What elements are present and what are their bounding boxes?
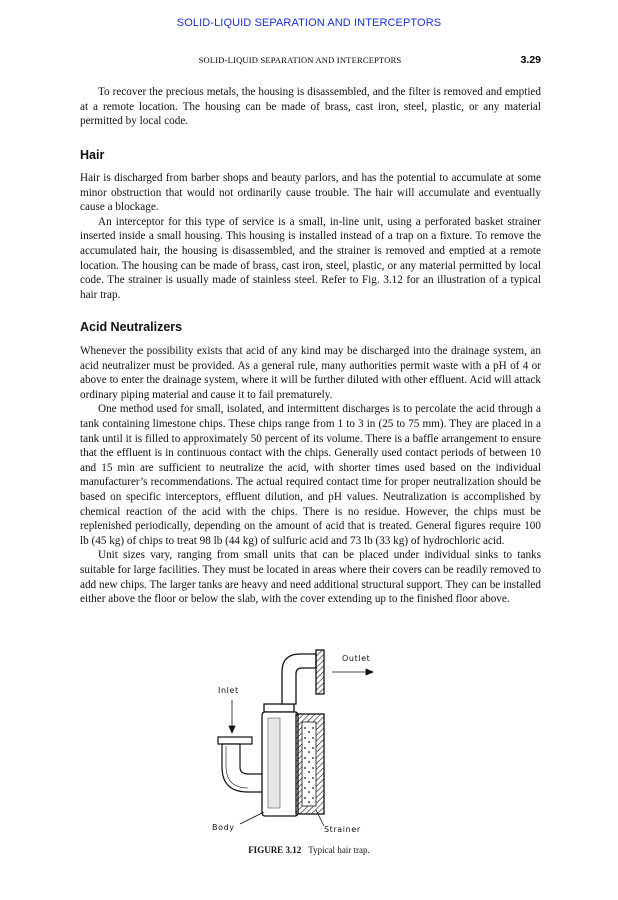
running-head	[80, 55, 541, 69]
figure-caption	[0, 845, 618, 855]
outlet-elbow	[282, 650, 324, 704]
acid-paragraph-2: One method used for small, isolated, and intermittent discharges is to percolate the acid through a tank containing limestone chips. These chips range from 1 to 3 in (25 to 75 mm). They are placed in a tank until it is filled to approximately 50 percent of its volume. There is a baffle arrangement to ensure that the effluent is in continuous contact with the chips. Generally used contact periods of between 10 and 15 min are sufficient to neutralize the acid, with shorter times used based on the individual manufacturer’s recommendations. The actual required contact time for proper neutralization should be based on specific interceptors, effluent dilution, and pH values. Neutralization is accomplished by chemical reaction of the acid with the chips. There is no residue. However, the chips must be replenished periodically, depending on the amount of acid that is treated. General figures require 100 lb (45 kg) of chips to treat 98 lb (44 kg) of sulfuric acid and 73 lb (33 kg) of hydrochloric acid.	[80, 403, 541, 547]
page-number: 3.29	[520, 54, 541, 66]
hair-trap-figure	[200, 642, 400, 842]
hair-trap-illustration	[200, 642, 400, 842]
acid-paragraph-3: Unit sizes vary, ranging from small units that can be placed under individual sinks to tanks suitable for large facilities. They must be located in areas where their covers can be readily removed to add new chips. The larger tanks are heavy and need additional structural support. They can be installed either above the floor or below the slab, with the cover extending up to the finished floor above.	[80, 549, 541, 606]
hair-paragraph-1: Hair is discharged from barber shops and beauty parlors, and has the potential to accumulate at some minor obstruction that would not ordinarily cause trouble. The hair will accumulate and eventually cause a blockage.	[80, 172, 541, 214]
figure-caption-label: FIGURE 3.12	[248, 845, 302, 855]
strainer-label: Strainer	[324, 825, 361, 834]
hair-heading: Hair	[80, 148, 105, 162]
chapter-banner: SOLID-LIQUID SEPARATION AND INTERCEPTORS	[176, 17, 442, 29]
acid-paragraph-1: Whenever the possibility exists that acid of any kind may be discharged into the drainage system, an acid neutralizer must be provided. As a general rule, many authorities permit waste with a pH of 4 or above to enter the drainage system, where it will be further diluted with other effluent. Acid will attack ordinary piping material and cause it to fail prematurely.	[80, 345, 541, 401]
hair-paragraph-2: An interceptor for this type of service is a small, in-line unit, using a perforated basket strainer inserted inside a small housing. This housing is installed instead of a trap on a fixture. To remove the accumulated hair, the housing is disassembled, and the strainer is removed and emptied at a remote location. The housing can be made of brass, cast iron, steel, plastic, or any material permitted by local code. The strainer is usually made of stainless steel. Refer to Fig. 3.12 for an illustration of a typical hair trap.	[80, 215, 541, 301]
figure-caption-text: Typical hair trap.	[308, 845, 370, 855]
inlet-label: Inlet	[218, 686, 239, 695]
acid-heading: Acid Neutralizers	[80, 320, 183, 334]
body-label: Body	[212, 823, 235, 832]
acid-section	[80, 344, 541, 607]
intro-section	[80, 85, 541, 129]
intro-paragraph: To recover the precious metals, the housing is disassembled, and the filter is removed and emptied at a remote location. The housing can be made of brass, cast iron, steel, plastic, or any material permitted by local code.	[80, 86, 541, 128]
trap-body	[262, 704, 324, 816]
hair-section	[80, 171, 541, 302]
running-head-title: SOLID-LIQUID SEPARATION AND INTERCEPTORS	[198, 55, 402, 65]
inlet-elbow	[218, 737, 268, 792]
outlet-label: Outlet	[342, 654, 371, 663]
